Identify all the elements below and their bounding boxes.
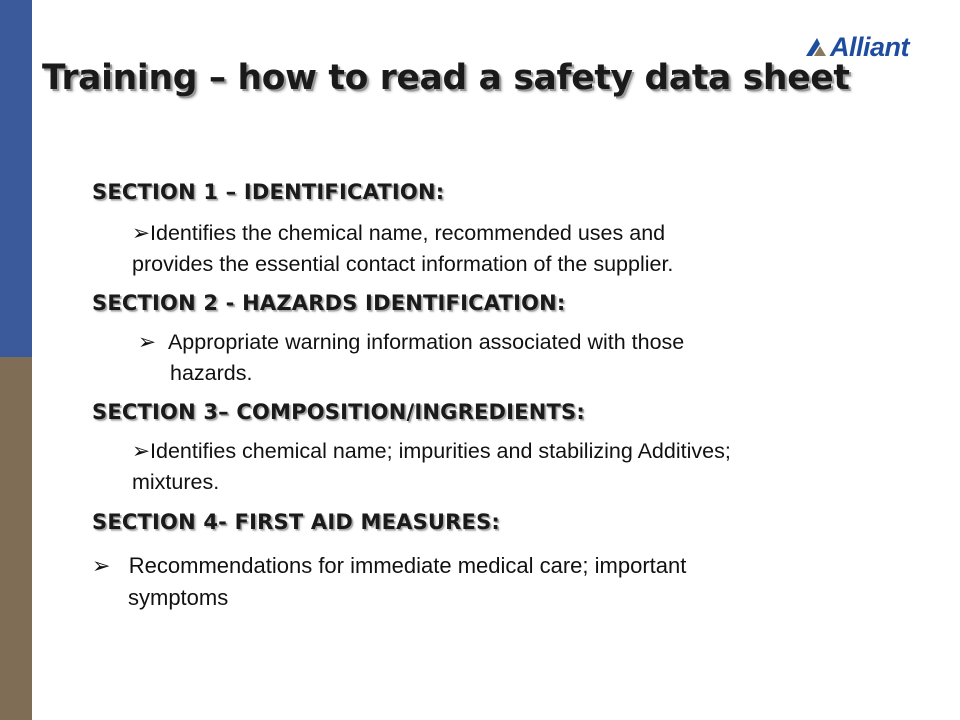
logo-text: Alliant [830,31,910,62]
section-1-heading: SECTION 1 – IDENTIFICATION: [92,180,445,204]
bullet-arrow-icon: ➢ [132,439,151,464]
page-title: Training – how to read a safety data sheet [42,58,850,98]
sidebar-accent-brown [0,357,32,720]
sidebar-accent-blue [0,0,32,357]
section-4-heading: SECTION 4- FIRST AID MEASURES: [92,510,501,534]
section-3-line-1: ➢Identifies chemical name; impurities and stabilizing Additives; [132,439,731,464]
section-2-heading: SECTION 2 - HAZARDS IDENTIFICATION: [92,291,566,315]
section-1-body [132,218,673,280]
logo-mark-icon [806,36,828,58]
section-4-line-1: ➢ Recommendations for immediate medical care; important [92,553,687,579]
bullet-arrow-icon: ➢ [138,330,157,355]
section-4-body [92,550,686,613]
section-2-body [138,327,684,389]
section-1-line-2: provides the essential contact information of the supplier. [132,252,674,276]
section-3-heading: SECTION 3– COMPOSITION/INGREDIENTS: [92,400,585,424]
section-3-line-2: mixtures. [132,470,220,494]
bullet-arrow-icon: ➢ [132,221,151,246]
section-2-line-2: hazards. [170,361,253,385]
section-2-line-1: ➢ Appropriate warning information associated with those [138,330,685,355]
section-4-line-2: symptoms [128,585,229,610]
section-3-body [132,436,731,498]
bullet-arrow-icon: ➢ [92,554,111,579]
section-1-line-1: ➢Identifies the chemical name, recommended uses and [132,221,666,246]
